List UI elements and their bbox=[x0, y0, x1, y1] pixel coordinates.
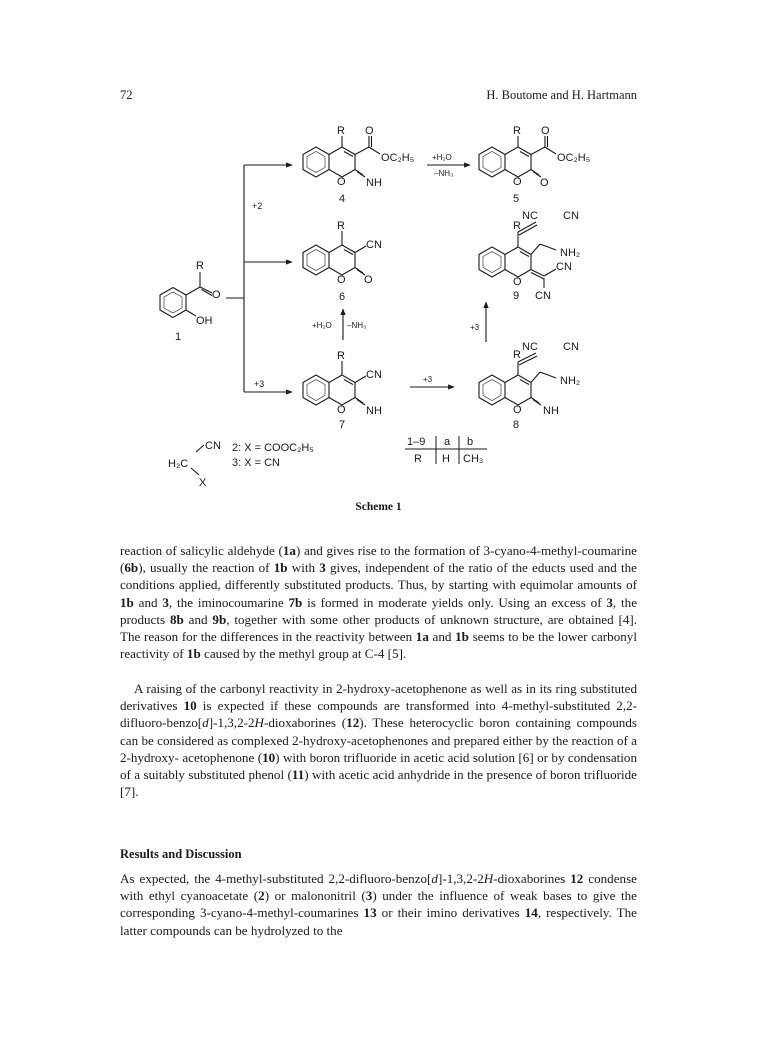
label-CN: CN bbox=[366, 369, 382, 381]
compound-ref: 3 bbox=[319, 560, 326, 576]
text: ]-1,3,2-2 bbox=[208, 715, 255, 731]
text: , together with some other products of unknown structure, are obtained [4]. The reason for the differences in the reactivity between bbox=[120, 611, 638, 645]
compound-5 bbox=[479, 125, 590, 205]
text: reaction of salicylic aldehyde ( bbox=[120, 543, 283, 558]
label-R: R bbox=[337, 350, 345, 362]
label-R: R bbox=[337, 220, 345, 232]
label-O: O bbox=[540, 177, 549, 189]
label-NC: NC bbox=[522, 341, 538, 353]
text: ) with acetic acid anhydride in the presence of boron trifluoride [7]. bbox=[120, 767, 637, 800]
compound-ref: 13 bbox=[363, 905, 377, 921]
text: ) with boron trifluoride in acetic acid solution [6] or by condensation of a suitably substituted phenol ( bbox=[120, 749, 637, 783]
text: , the iminocoumarine bbox=[168, 594, 289, 610]
table-row-label: R bbox=[414, 453, 422, 465]
label-NH2: NH₂ bbox=[560, 247, 581, 259]
label-CN: CN bbox=[205, 440, 221, 452]
scheme-caption: Scheme 1 bbox=[355, 501, 402, 513]
compound-ref: 1b bbox=[120, 594, 134, 610]
substituent-table bbox=[405, 436, 487, 465]
label-R: R bbox=[513, 220, 521, 232]
label-NH: NH bbox=[543, 405, 559, 417]
section-heading: Results and Discussion bbox=[120, 847, 242, 861]
label-CN: CN bbox=[556, 261, 572, 273]
label-R: R bbox=[337, 125, 345, 137]
reagent-minus-nh3: –NH₃ bbox=[434, 169, 454, 178]
compound-ref: 10 bbox=[183, 698, 197, 714]
text: seems to be the lower carbonyl reactivity of bbox=[120, 629, 637, 662]
label-CN: CN bbox=[366, 239, 382, 251]
label-O: O bbox=[513, 404, 522, 416]
compound-ref: 7b bbox=[288, 594, 303, 610]
text: -dioxaborines ( bbox=[264, 715, 347, 731]
label-NH2: NH₂ bbox=[560, 375, 581, 387]
compound-1 bbox=[160, 260, 221, 343]
text: is formed in moderate yields only. Using an excess of bbox=[302, 594, 607, 610]
compound-9 bbox=[479, 210, 580, 302]
reagent-plus3: +3 bbox=[423, 375, 433, 384]
compound-ref: 8b bbox=[169, 611, 184, 627]
compound-ref: 1b bbox=[273, 560, 288, 576]
compound-ref: 9b bbox=[212, 611, 227, 627]
text: A raising of the carbonyl reactivity in 2-hydroxy-acetophenone as well as in its ring substituted derivatives bbox=[120, 681, 637, 714]
compound-ref: 6b bbox=[124, 560, 139, 576]
table-val-a: H bbox=[442, 453, 450, 465]
label-O: O bbox=[364, 274, 373, 286]
compound-ref: 11 bbox=[291, 767, 305, 783]
text: ]-1,3,2-2 bbox=[437, 871, 484, 886]
compound-8 bbox=[479, 341, 580, 431]
compound-number-7: 7 bbox=[339, 419, 346, 431]
table-col-b: b bbox=[467, 436, 474, 448]
reagent-plus3: +3 bbox=[470, 323, 480, 332]
compound-number-1: 1 bbox=[175, 331, 182, 343]
label-O: O bbox=[513, 176, 522, 188]
compound-ref: 3 bbox=[606, 594, 613, 610]
paragraph-2 bbox=[120, 680, 637, 800]
label-H2C: H₂C bbox=[168, 458, 189, 470]
page-number: 72 bbox=[120, 88, 133, 102]
text: condense with ethyl cyanoacetate ( bbox=[120, 871, 637, 904]
compound-ref: 3 bbox=[162, 594, 169, 610]
text: ) and gives rise to the formation of 3-cyano-4-methyl-coumarine ( bbox=[120, 543, 637, 576]
text: ), usually the reaction of bbox=[138, 560, 274, 576]
reagent-2-legend: 2: X = COOC₂H₅ bbox=[232, 442, 314, 454]
reagent-plus2: +2 bbox=[252, 201, 263, 211]
text: caused by the methyl group at C-4 [5]. bbox=[200, 646, 407, 662]
label-CN: CN bbox=[563, 210, 579, 222]
italic-text: d bbox=[202, 715, 209, 731]
label-R: R bbox=[513, 349, 521, 361]
scheme-drawing bbox=[0, 0, 757, 520]
compound-ref: 12 bbox=[570, 871, 584, 886]
compound-ref: 3 bbox=[365, 888, 373, 904]
compound-6 bbox=[303, 220, 382, 303]
reagent-minus-nh3: –NH₃ bbox=[347, 321, 367, 330]
label-O: O bbox=[337, 176, 346, 188]
compound-4 bbox=[303, 125, 414, 205]
text: is expected if these compounds are transformed into 4-methyl-substituted 2,2-difluoro-benzo[ bbox=[120, 698, 637, 731]
text: ). These heterocyclic boron containing compounds can be considered as complexed 2-hydroxy-acetophenones and prepared either by the reaction of a 2-hydroxy- acetophenone ( bbox=[120, 715, 637, 765]
italic-text: d bbox=[431, 871, 438, 886]
compound-ref: 12 bbox=[346, 715, 360, 731]
compound-ref: 10 bbox=[262, 749, 276, 765]
label-O: O bbox=[337, 274, 346, 286]
label-OH: OH bbox=[196, 315, 213, 327]
label-X: X bbox=[199, 477, 207, 489]
label-OC2H5: OC₂H₅ bbox=[381, 152, 415, 164]
reaction-scheme bbox=[0, 0, 757, 520]
reagent-plus3-lower: +3 bbox=[254, 379, 265, 389]
compound-7 bbox=[303, 350, 382, 431]
text: As expected, the 4-methyl-substituted 2,2-difluoro-benzo[ bbox=[120, 871, 432, 886]
compound-ref: 1b bbox=[455, 629, 469, 645]
reagent-plus-h2o: +H₂O bbox=[312, 321, 332, 330]
table-val-b: CH₃ bbox=[463, 453, 484, 465]
paragraph-1 bbox=[120, 542, 637, 662]
compound-ref: 1b bbox=[186, 646, 201, 662]
compound-ref: 1a bbox=[282, 543, 296, 558]
text: and bbox=[428, 629, 456, 645]
paragraph-3 bbox=[120, 870, 637, 939]
label-O: O bbox=[337, 404, 346, 416]
label-CN: CN bbox=[563, 341, 579, 353]
text: ) under the influence of weak bases to give the corresponding 3-cyano-4-methyl-coumarines bbox=[120, 888, 637, 921]
reagent-plus-h2o: +H₂O bbox=[432, 153, 452, 162]
text: and bbox=[183, 611, 213, 627]
text: gives, independent of the ratio of the educts used and the conditions applied, differently substituted products. Thus, by starting with equimolar amounts of bbox=[120, 560, 637, 593]
label-R: R bbox=[513, 125, 521, 137]
label-OC2H5: OC₂H₅ bbox=[557, 152, 591, 164]
branch-lines bbox=[226, 165, 292, 392]
running-authors: H. Boutome and H. Hartmann bbox=[486, 88, 637, 102]
compound-number-5: 5 bbox=[513, 193, 520, 205]
italic-text: H bbox=[254, 715, 265, 731]
compound-number-6: 6 bbox=[339, 291, 346, 303]
table-col-a: a bbox=[444, 436, 451, 448]
label-O: O bbox=[365, 125, 374, 137]
compound-number-4: 4 bbox=[339, 193, 346, 205]
text: ) or malononitril ( bbox=[264, 888, 366, 904]
text: with bbox=[287, 560, 320, 576]
compound-ref: 2 bbox=[258, 888, 265, 904]
label-O: O bbox=[513, 276, 522, 288]
table-head-label: 1–9 bbox=[407, 436, 426, 448]
text: , respectively. The latter compounds can be hydrolyzed to the bbox=[120, 905, 637, 938]
label-R: R bbox=[196, 260, 204, 272]
text: , the products bbox=[120, 594, 638, 627]
text: -dioxaborines bbox=[493, 871, 571, 886]
compound-number-8: 8 bbox=[513, 419, 520, 431]
label-NH: NH bbox=[366, 177, 382, 189]
reagent-3-legend: 3: X = CN bbox=[232, 457, 280, 469]
label-CN: CN bbox=[535, 290, 551, 302]
compound-number-9: 9 bbox=[513, 290, 520, 302]
compound-ref: 14 bbox=[524, 905, 538, 921]
label-O: O bbox=[541, 125, 550, 137]
compound-ref: 1a bbox=[415, 629, 429, 645]
label-NC: NC bbox=[522, 210, 538, 222]
reagent-2-3 bbox=[168, 440, 314, 489]
label-NH: NH bbox=[366, 405, 382, 417]
label-O: O bbox=[212, 289, 221, 301]
text: or their imino derivatives bbox=[376, 905, 525, 921]
italic-text: H bbox=[483, 871, 494, 886]
text: and bbox=[133, 594, 163, 610]
